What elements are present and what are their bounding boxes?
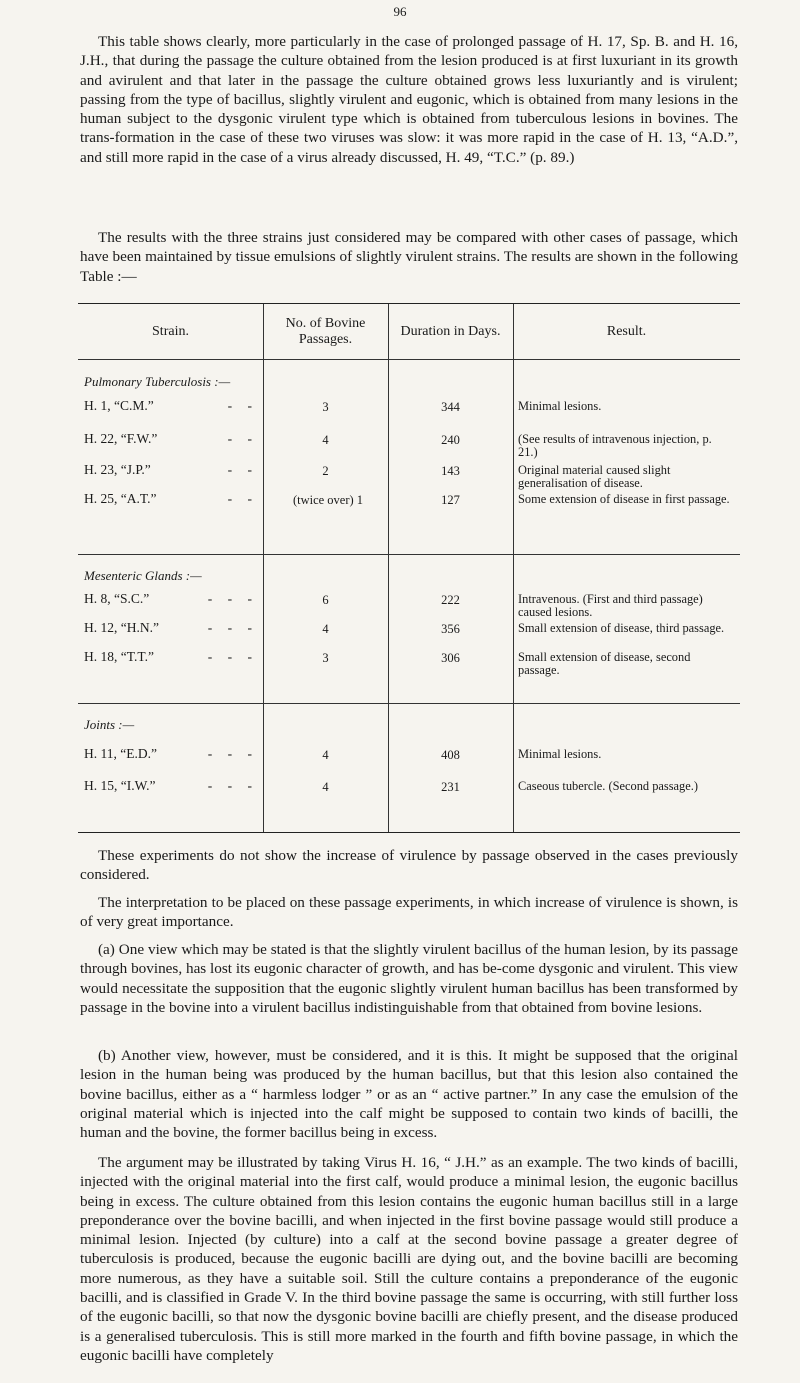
results-table bbox=[78, 303, 740, 833]
strain-name: H. 18, “T.T.” - - - bbox=[84, 649, 258, 664]
passages-value: 2 bbox=[322, 464, 329, 478]
strain-label: H. 11, “E.D.” bbox=[84, 746, 157, 761]
strain-label: H. 1, “C.M.” bbox=[84, 398, 154, 413]
result-text: Some extension of disease in first passage. bbox=[518, 492, 730, 506]
strain-name: H. 8, “S.C.” - - - bbox=[84, 591, 258, 606]
header-result: Result. bbox=[606, 323, 647, 339]
section-title: Mesenteric Glands :— bbox=[84, 568, 202, 583]
header-duration: Duration in Days. bbox=[400, 323, 501, 339]
result-text: Minimal lesions. bbox=[518, 747, 602, 761]
passages-value: (twice over) 1 bbox=[292, 493, 364, 507]
duration-value: 408 bbox=[441, 748, 460, 762]
duration-value: 222 bbox=[441, 593, 460, 607]
paragraph-no-increase: These experiments do not show the increase of virulence by passage observed in the cases previously considered. bbox=[80, 847, 738, 884]
table-column-divider bbox=[513, 304, 514, 832]
passages-value: 4 bbox=[322, 622, 329, 636]
table-header-rule bbox=[78, 359, 740, 360]
passages-value: 4 bbox=[322, 780, 329, 794]
header-passages: No. of Bovine Passages. bbox=[285, 315, 366, 347]
duration-value: 231 bbox=[441, 780, 460, 794]
result-text: Intravenous. (First and third passage) caused lesions. bbox=[518, 592, 703, 620]
strain-name: H. 23, “J.P.” - - bbox=[84, 462, 258, 477]
strain-label: H. 25, “A.T.” bbox=[84, 491, 157, 506]
strain-name: H. 1, “C.M.” - - bbox=[84, 398, 258, 413]
strain-name: H. 22, “F.W.” - - bbox=[84, 431, 258, 446]
paragraph-argument: The argument may be illustrated by taking Virus H. 16, “ J.H.” as an example. The two kinds of bacilli, injected with the original material into the first calf, would produce a minimal lesion, the eugonic bacillus being in excess. The culture obtained from this lesion contains the eugonic human bacillus still in a large preponderance over the bovine bacilli, and when injected in the first bovine passage would still produce a minimal lesion. Injected (by culture) into a calf at the second bovine passage a greater degree of tuberculosis is produced, because the eugonic bacilli are dying out, and the bovine bacilli are becoming more numerous, as they have a suitable soil. Still the culture contains a preponderance of the eugonic bacilli, and is classified in Grade V. In the third bovine passage the same is occurring, with still further loss of the eugonic bacilli, so that now the dysgonic bovine bacilli are chiefly present, and the disease produced is a generalised tuberculosis. This is still more marked in the fourth and fifth bovine passage, in which the eugonic bacilli have completely bbox=[80, 1154, 738, 1364]
paragraph-view-b: (b) Another view, however, must be considered, and it is this. It might be supposed that the original lesion in the human being was produced by the human bacillus, but that this lesion also contained the bovine bacillus, either as a “ harmless lodger ” or as an “ active partner.” In any case the emulsion of the original material which is injected into the calf might be supposed to contain two kinds of bacilli, the human and the bovine, the former bacillus being in excess. bbox=[80, 1047, 738, 1142]
duration-value: 127 bbox=[441, 493, 460, 507]
passages-value: 4 bbox=[322, 433, 329, 447]
paragraph-view-a: (a) One view which may be stated is that the slightly virulent bacillus of the human lesion, by its passage through bovines, has lost its eugonic character of growth, and has be-come dysgonic and virulent. This view would necessitate the supposition that the eugonic slightly virulent human bacillus has been transformed by passage in the bovine into a virulent bacillus indistinguishable from that obtained from bovine lesions. bbox=[80, 941, 738, 1016]
result-text: Original material caused slight generalisation of disease. bbox=[518, 463, 671, 491]
strain-label: H. 15, “I.W.” bbox=[84, 778, 156, 793]
duration-value: 240 bbox=[441, 433, 460, 447]
strain-label: H. 12, “H.N.” bbox=[84, 620, 159, 635]
paragraph-intro: This table shows clearly, more particularly in the case of prolonged passage of H. 17, Sp. B. and H. 16, J.H., that during the passage the culture obtained from the lesion produced is at first luxuriant in its growth and avirulent and that later in the passage the culture obtained grows less luxuriantly and is virulent; passing from the type of bacillus, slightly virulent and eugonic, which is obtained from many lesions in the human subject to the dysgonic virulent type which is obtained from tuberculous lesions in bovines. The trans-formation in the case of these two viruses was slow: it was more rapid in the case of H. 13, “A.D.”, and still more rapid in the case of a virus already discussed, H. 49, “T.C.” (p. 89.) bbox=[80, 33, 738, 166]
strain-name: H. 11, “E.D.” - - - bbox=[84, 746, 258, 761]
result-text: Caseous tubercle. (Second passage.) bbox=[518, 779, 698, 793]
header-strain: Strain. bbox=[152, 323, 189, 339]
duration-value: 306 bbox=[441, 651, 460, 665]
table-section-rule bbox=[78, 554, 740, 555]
paragraph-table-lead: The results with the three strains just considered may be compared with other cases of passage, which have been maintained by tissue emulsions of slightly virulent strains. The results are shown in the following Table :— bbox=[80, 229, 738, 285]
strain-label: H. 8, “S.C.” bbox=[84, 591, 150, 606]
duration-value: 143 bbox=[441, 464, 460, 478]
strain-label: H. 23, “J.P.” bbox=[84, 462, 151, 477]
section-title: Joints :— bbox=[84, 717, 135, 732]
page-number: 96 bbox=[393, 4, 407, 19]
table-section-rule bbox=[78, 703, 740, 704]
result-text: (See results of intravenous injection, p. 21.) bbox=[518, 432, 712, 460]
result-text: Small extension of disease, second passage. bbox=[518, 650, 691, 678]
paragraph-interpretation: The interpretation to be placed on these passage experiments, in which increase of virulence is shown, is of very great importance. bbox=[80, 894, 738, 931]
passages-value: 6 bbox=[322, 593, 329, 607]
strain-name: H. 25, “A.T.” - - bbox=[84, 491, 258, 506]
passages-value: 3 bbox=[322, 400, 329, 414]
result-text: Small extension of disease, third passage. bbox=[518, 621, 725, 635]
strain-label: H. 18, “T.T.” bbox=[84, 649, 154, 664]
strain-name: H. 15, “I.W.” - - - bbox=[84, 778, 258, 793]
duration-value: 344 bbox=[441, 400, 460, 414]
strain-label: H. 22, “F.W.” bbox=[84, 431, 158, 446]
passages-value: 3 bbox=[322, 651, 329, 665]
passages-value: 4 bbox=[322, 748, 329, 762]
strain-name: H. 12, “H.N.” - - - bbox=[84, 620, 258, 635]
duration-value: 356 bbox=[441, 622, 460, 636]
result-text: Minimal lesions. bbox=[518, 399, 602, 413]
section-title: Pulmonary Tuberculosis :— bbox=[84, 374, 231, 389]
